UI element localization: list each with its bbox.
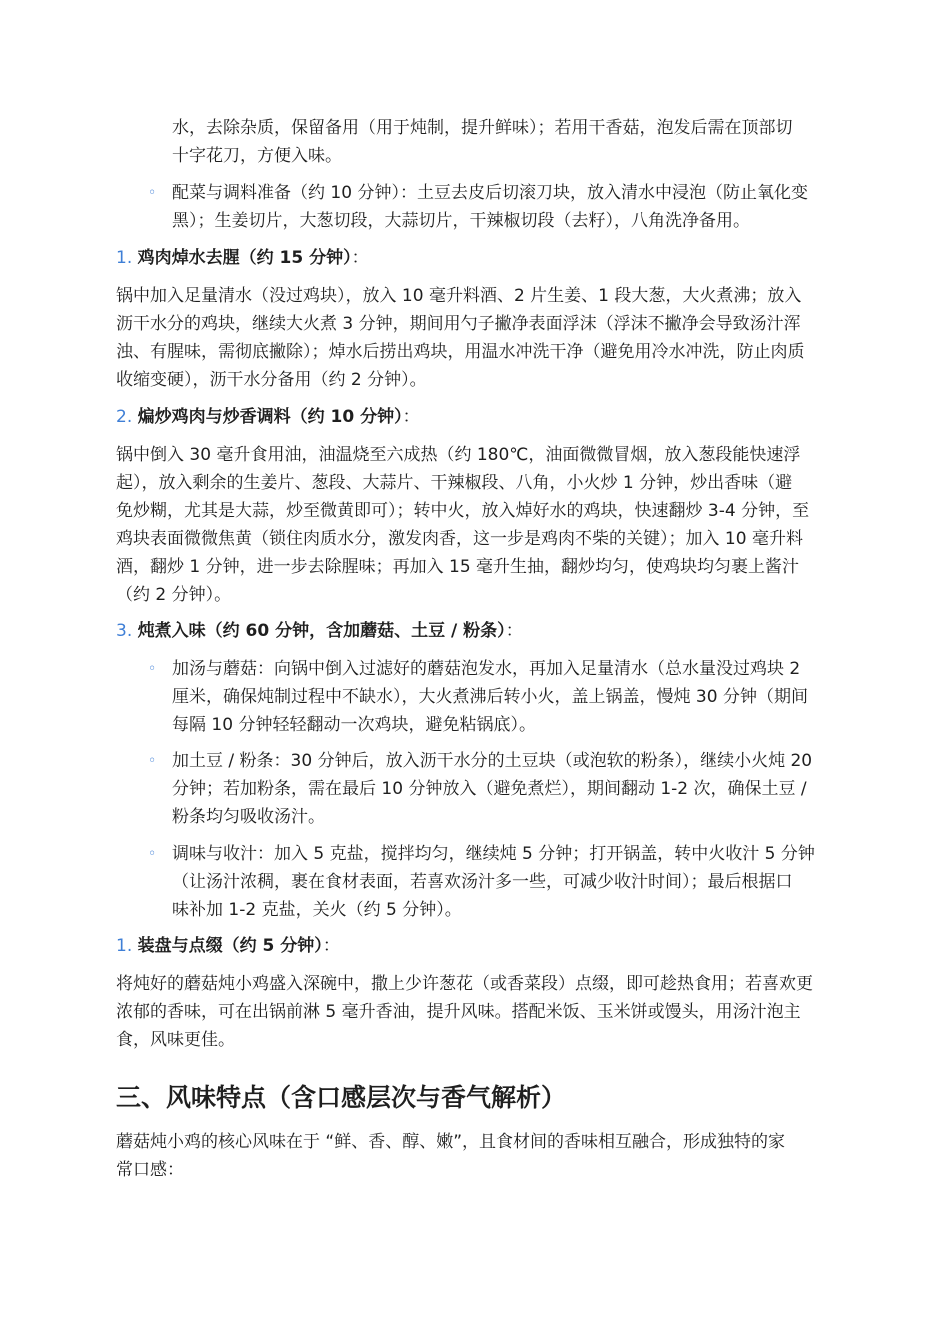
sub-line: 厘米，确保炖制过程中不缺水），大火煮沸后转小火，盖上锅盖，慢炖 30 分钟（期间 (172, 687, 808, 707)
sub-line: 分钟；若加粉条，需在最后 10 分钟放入（避免煮烂），期间翻动 1-2 次，确保土豆 / (172, 779, 807, 799)
paragraph-line: 酒，翻炒 1 分钟，进一步去除腥味；再加入 15 毫升生抽，翻炒均匀，使鸡块均匀裹上酱汁 (116, 557, 800, 577)
sub-line: 每隔 10 分钟轻轻翻动一次鸡块，避免粘锅底）。 (172, 715, 536, 735)
paragraph-line: 沥干水分的鸡块，继续大火煮 3 分钟，期间用勺子撇净表面浮沫（浮沫不撇净会导致汤汁浑 (116, 314, 801, 334)
step-colon: ： (351, 248, 369, 268)
sub-line: 调味与收汁：加入 5 克盐，搅拌均匀，继续炖 5 分钟；打开锅盖，转中火收汁 5 分钟 (172, 844, 815, 864)
paragraph-line: 免炒糊，尤其是大蒜，炒至微黄即可）；转中火，放入焯好水的鸡块，快速翻炒 3-4 分钟，至 (116, 501, 810, 521)
paragraph-line: （约 2 分钟）。 (116, 585, 232, 605)
step-title: 装盘与点缀（约 5 分钟） (137, 936, 323, 956)
paragraph-line: 食，风味更佳。 (116, 1030, 235, 1050)
paragraph-line: 鸡块表面微微焦黄（锁住肉质水分，激发肉香，这一步是鸡肉不柴的关键）；加入 10 毫升料 (116, 529, 803, 549)
paragraph-line: 收缩变硬），沥干水分备用（约 2 分钟）。 (116, 370, 427, 390)
sub-bullet: ◦ (148, 846, 157, 862)
step-title: 鸡肉焯水去腥（约 15 分钟） (137, 248, 352, 268)
step-colon: ： (322, 936, 340, 956)
sub-bullet: ◦ (148, 661, 157, 677)
sub-line: 加汤与蘑菇：向锅中倒入过滤好的蘑菇泡发水，再加入足量清水（总水量没过鸡块 2 (172, 659, 801, 679)
prep-line-1: 配菜与调料准备（约 10 分钟）：土豆去皮后切滚刀块，放入清水中浸泡（防止氧化变 (172, 183, 808, 203)
intro-line-2: 十字花刀，方便入味。 (172, 146, 342, 166)
paragraph-line: 常口感： (116, 1160, 184, 1180)
intro-line-1: 水，去除杂质，保留备用（用于炖制，提升鲜味）；若用干香菇，泡发后需在顶部切 (172, 118, 793, 138)
sub-line: 粉条均匀吸收汤汁。 (172, 807, 325, 827)
prep-line-2: 黑）；生姜切片，大葱切段，大蒜切片，干辣椒切段（去籽），八角洗净备用。 (172, 211, 750, 231)
step-number: 1. (116, 248, 133, 268)
step-heading-blanch (116, 244, 369, 272)
step-heading-stew (116, 617, 523, 645)
step-heading-plating (116, 932, 340, 960)
step-title: 煸炒鸡肉与炒香调料（约 10 分钟） (137, 407, 403, 427)
step-heading-stirfry (116, 403, 420, 431)
sub-bullet: ◦ (148, 753, 157, 769)
step-number: 1. (116, 936, 133, 956)
sub-bullet: ◦ (148, 185, 157, 201)
step-title: 炖煮入味（约 60 分钟，含加蘑菇、土豆 / 粉条） (137, 621, 506, 641)
step-colon: ： (505, 621, 523, 641)
step-number: 3. (116, 621, 133, 641)
section-heading: 三、风味特点（含口感层次与香气解析） (116, 1083, 567, 1112)
step-colon: ： (402, 407, 420, 427)
paragraph-line: 浓郁的香味，可在出锅前淋 5 毫升香油，提升风味。搭配米饭、玉米饼或馒头，用汤汁泡主 (116, 1002, 801, 1022)
paragraph-line: 蘑菇炖小鸡的核心风味在于 “鲜、香、醇、嫩”，且食材间的香味相互融合，形成独特的家 (116, 1132, 786, 1152)
sub-line: 味补加 1-2 克盐，关火（约 5 分钟）。 (172, 900, 462, 920)
paragraph-line: 将炖好的蘑菇炖小鸡盛入深碗中，撒上少许葱花（或香菜段）点缀，即可趁热食用；若喜欢更 (116, 974, 813, 994)
paragraph-line: 浊、有腥味，需彻底撇除）；焯水后捞出鸡块，用温水冲洗干净（避免用冷水冲洗，防止肉质 (116, 342, 805, 362)
paragraph-line: 起），放入剩余的生姜片、葱段、大蒜片、干辣椒段、八角，小火炒 1 分钟，炒出香味（避 (116, 473, 793, 493)
sub-line: 加土豆 / 粉条：30 分钟后，放入沥干水分的土豆块（或泡软的粉条），继续小火炖 20 (172, 751, 813, 771)
sub-line: （让汤汁浓稠，裹在食材表面，若喜欢汤汁多一些，可减少收汁时间）；最后根据口 (172, 872, 793, 892)
paragraph-line: 锅中倒入 30 毫升食用油，油温烧至六成热（约 180℃，油面微微冒烟，放入葱段能快速浮 (116, 445, 801, 465)
step-number: 2. (116, 407, 133, 427)
paragraph-line: 锅中加入足量清水（没过鸡块），放入 10 毫升料酒、2 片生姜、1 段大葱，大火煮沸；放入 (116, 286, 802, 306)
